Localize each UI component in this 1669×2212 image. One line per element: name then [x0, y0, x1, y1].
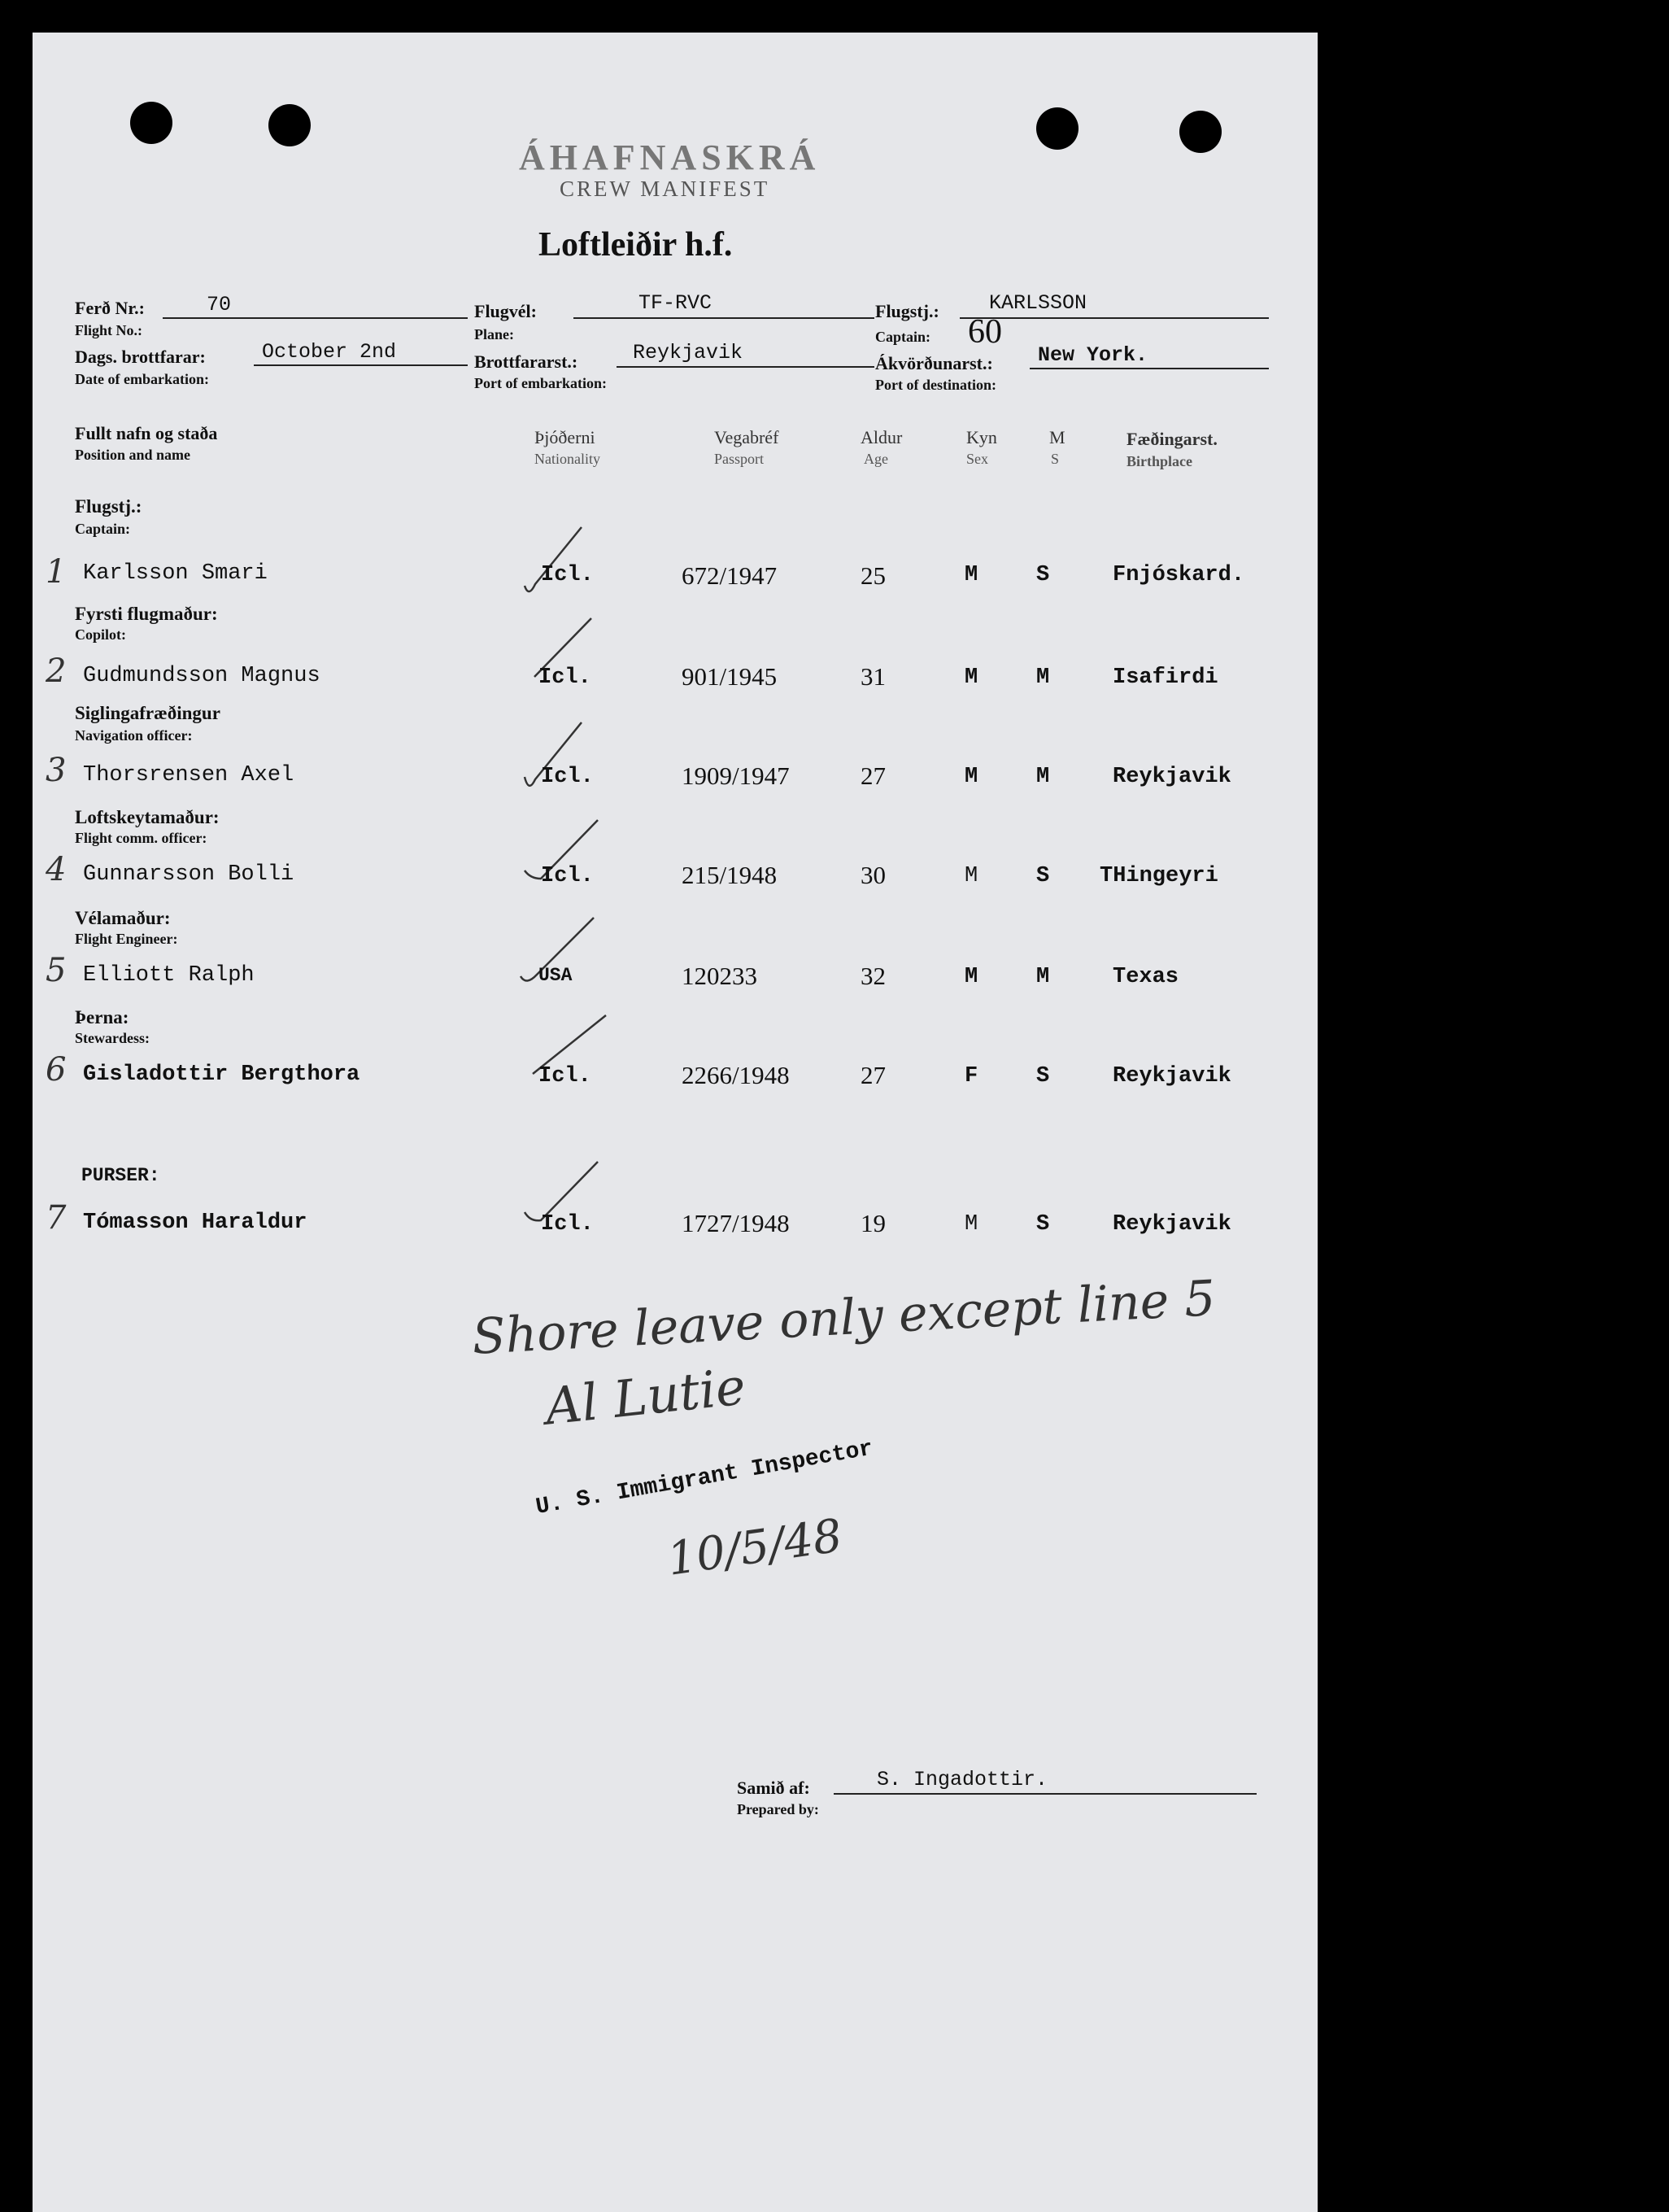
- plane-value: TF-RVC: [638, 291, 712, 315]
- crew-name: Gunnarsson Bolli: [83, 862, 294, 887]
- line-number: 5: [46, 952, 67, 989]
- dest-value: New York.: [1038, 343, 1148, 367]
- dest-label: Ákvörðunarst.:: [875, 353, 993, 373]
- crew-marital: S: [1036, 1212, 1050, 1237]
- port-emb-value: Reykjavik: [633, 341, 743, 364]
- crew-name: Gudmundsson Magnus: [83, 664, 320, 688]
- crew-sex: F: [965, 1064, 978, 1089]
- port-emb-label: Brottfararst.:: [474, 351, 578, 372]
- crew-name: Tómasson Haraldur: [83, 1211, 307, 1235]
- crew-sex: M: [965, 665, 978, 690]
- manifest-page: [33, 33, 1318, 2212]
- crew-nationality: Icl.: [538, 665, 591, 690]
- handwritten-note: Shore leave only except line 5: [470, 1270, 1218, 1366]
- crew-birthplace: Fnjóskard.: [1113, 563, 1245, 587]
- crew-age: 25: [861, 561, 886, 590]
- col-birthplace: Fæðingarst.: [1126, 429, 1218, 449]
- crew-sex: M: [965, 864, 978, 888]
- plane-label-en: Plane:: [474, 326, 514, 342]
- crew-name: Thorsrensen Axel: [83, 763, 294, 788]
- crew-passport: 120233: [682, 962, 757, 990]
- punch-hole: [1179, 111, 1222, 153]
- crew-name: Gisladottir Bergthora: [83, 1062, 360, 1087]
- col-name-en: Position and name: [75, 447, 191, 463]
- crew-birthplace: Isafirdi: [1113, 665, 1218, 690]
- crew-age: 31: [861, 662, 886, 691]
- crew-birthplace: Reykjavik: [1113, 1064, 1231, 1089]
- underline: [834, 1793, 1257, 1795]
- underline: [617, 366, 874, 368]
- col-nationality: Þjóðerni: [534, 427, 595, 447]
- position-label-en: Captain:: [75, 521, 131, 537]
- crew-nationality: Icl.: [541, 765, 594, 789]
- position-label-en: Navigation officer:: [75, 727, 193, 744]
- crew-sex: M: [965, 563, 978, 587]
- col-nationality-en: Nationality: [534, 451, 600, 467]
- position-label: Fyrsti flugmaður:: [75, 604, 218, 624]
- crew-passport: 2266/1948: [682, 1061, 790, 1089]
- col-age: Aldur: [861, 427, 903, 447]
- crew-passport: 901/1945: [682, 662, 778, 691]
- crew-passport: 1909/1947: [682, 761, 790, 790]
- position-label: Siglingafræðingur: [75, 703, 220, 723]
- line-number: 3: [46, 752, 67, 789]
- crew-name: Karlsson Smari: [83, 561, 268, 586]
- line-number: 6: [46, 1051, 67, 1089]
- punch-hole: [268, 104, 311, 146]
- crew-marital: S: [1036, 563, 1050, 587]
- crew-birthplace: THingeyri: [1100, 864, 1218, 888]
- title-icelandic: ÁHAFNASKRÁ: [519, 137, 821, 177]
- title-english: CREW MANIFEST: [560, 177, 770, 201]
- col-age-en: Age: [864, 451, 888, 467]
- underline: [1030, 368, 1269, 369]
- line-number: 4: [46, 851, 67, 888]
- crew-birthplace: Reykjavik: [1113, 1212, 1231, 1237]
- col-name: Fullt nafn og staða: [75, 423, 218, 443]
- crew-age: 19: [861, 1209, 886, 1237]
- crew-sex: M: [965, 1212, 978, 1237]
- prepared-by-label-en: Prepared by:: [737, 1801, 819, 1817]
- prepared-by-label: Samið af:: [737, 1778, 810, 1798]
- underline: [254, 364, 468, 366]
- company-name: Loftleiðir h.f.: [538, 226, 733, 264]
- crew-passport: 215/1948: [682, 861, 778, 889]
- date-label: Dags. brottfarar:: [75, 347, 206, 367]
- position-label: Vélamaður:: [75, 908, 171, 928]
- inspector-stamp: U. S. Immigrant Inspector: [534, 1436, 875, 1520]
- captain-number: 60: [968, 313, 1002, 351]
- crew-age: 30: [861, 861, 886, 889]
- crew-age: 27: [861, 1061, 886, 1089]
- punch-hole: [130, 102, 172, 144]
- underline: [573, 317, 874, 319]
- crew-nationality: Icl.: [541, 563, 594, 587]
- date-value: October 2nd: [262, 340, 397, 364]
- crew-birthplace: Reykjavik: [1113, 765, 1231, 789]
- plane-label: Flugvél:: [474, 301, 537, 321]
- col-marital-en: S: [1051, 451, 1060, 467]
- prepared-by-value: S. Ingadottir.: [877, 1768, 1048, 1791]
- col-birthplace-en: Birthplace: [1126, 453, 1192, 469]
- position-label-en: Flight Engineer:: [75, 931, 178, 947]
- position-label-en: Stewardess:: [75, 1030, 150, 1046]
- dest-label-en: Port of destination:: [875, 377, 996, 393]
- captain-value: KARLSSON: [989, 291, 1087, 315]
- crew-marital: M: [1036, 965, 1050, 989]
- line-number: 2: [46, 652, 67, 690]
- crew-nationality: Icl.: [541, 1212, 594, 1237]
- date-label-en: Date of embarkation:: [75, 371, 209, 387]
- crew-passport: 672/1947: [682, 561, 778, 590]
- line-number: 1: [46, 553, 67, 591]
- punch-hole: [1036, 107, 1079, 150]
- crew-marital: M: [1036, 765, 1050, 789]
- col-sex: Kyn: [966, 427, 997, 447]
- position-label: Þerna:: [75, 1007, 129, 1027]
- crew-age: 32: [861, 962, 886, 990]
- col-sex-en: Sex: [966, 451, 988, 467]
- col-marital: M: [1049, 427, 1065, 447]
- position-label: Loftskeytamaður:: [75, 807, 220, 827]
- crew-sex: M: [965, 965, 978, 989]
- flight-no-value: 70: [207, 293, 232, 316]
- position-label: PURSER:: [81, 1165, 160, 1186]
- crew-nationality: Icl.: [538, 1064, 591, 1089]
- crew-nationality: USA: [538, 965, 573, 986]
- flight-no-label-en: Flight No.:: [75, 322, 142, 338]
- col-passport-en: Passport: [714, 451, 765, 467]
- position-label: Flugstj.:: [75, 496, 142, 517]
- inspector-date: 10/5/48: [664, 1509, 846, 1586]
- port-emb-label-en: Port of embarkation:: [474, 375, 607, 391]
- captain-label: Flugstj.:: [875, 301, 939, 321]
- position-label-en: Flight comm. officer:: [75, 830, 207, 846]
- position-label-en: Copilot:: [75, 626, 126, 643]
- col-passport: Vegabréf: [714, 427, 779, 447]
- crew-name: Elliott Ralph: [83, 963, 255, 988]
- inspector-initials: Al Lutie: [542, 1356, 748, 1437]
- line-number: 7: [46, 1199, 67, 1237]
- captain-label-en: Captain:: [875, 329, 931, 345]
- underline: [163, 317, 468, 319]
- crew-passport: 1727/1948: [682, 1209, 790, 1237]
- flight-no-label: Ferð Nr.:: [75, 298, 145, 318]
- crew-birthplace: Texas: [1113, 965, 1179, 989]
- crew-marital: M: [1036, 665, 1050, 690]
- crew-sex: M: [965, 765, 978, 789]
- crew-nationality: Icl.: [541, 864, 594, 888]
- crew-age: 27: [861, 761, 886, 790]
- crew-marital: S: [1036, 864, 1050, 888]
- underline: [960, 317, 1269, 319]
- crew-marital: S: [1036, 1064, 1050, 1089]
